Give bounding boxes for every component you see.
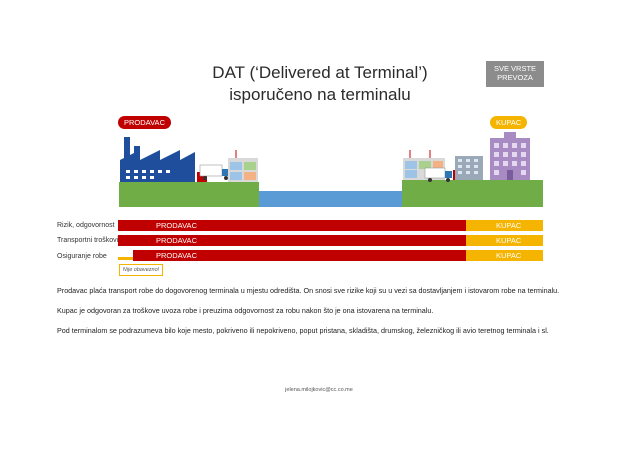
transport-buyer-bar: KUPAC [466,235,543,246]
insurance-note: Nije obavezno! [119,264,163,276]
footer-email: jelena.milojkovic@cc.co.me [285,387,353,393]
title-line-1: DAT (‘Delivered at Terminal’) [212,63,428,82]
badge-line-1: SVE VRSTE [493,64,537,73]
paragraph-terminal: Pod terminalom se podrazumeva bilo koje mesto, pokriveno ili nepokriveno, poput pristana, skladišta, drumskog, železničkog ili avio teretnog terminala i sl. [57,326,549,335]
row-label-transport: Transportni troškovi [57,237,119,244]
buyer-ground [402,180,543,207]
terminal-illustration [0,0,638,215]
row-label-insurance: Osiguranje robe [57,253,107,260]
seller-label: PRODAVAC [118,116,171,129]
office-building-icon [455,156,483,180]
paragraph-seller: Prodavac plaća transport robe do dogovorenog terminala u mjestu odredišta. On snosi sve rizike koji su u vezi sa dostavljanjem i istovarom robe na terminalu. [57,286,560,295]
factory-icon [120,137,195,182]
risk-seller-bar: PRODAVAC [118,220,466,231]
seller-ground [119,182,259,207]
row-label-risk: Rizik, odgovornost [57,222,115,229]
paragraph-buyer: Kupac je odgovoran za troškove uvoza robe i preuzima odgovornost za robu nakon što je ona istovarena na terminalu. [57,306,434,315]
insurance-buyer-bar: KUPAC [466,250,543,261]
buyer-label: KUPAC [490,116,527,129]
seller-terminal-icon [228,150,258,182]
buyer-building-icon [490,132,530,180]
insurance-optional-marker [118,257,133,260]
insurance-seller-bar: PRODAVAC [133,250,466,261]
water-channel [259,191,402,207]
seller-truck-icon [200,165,230,180]
badge-line-2: PREVOZA [497,73,533,82]
transport-seller-bar: PRODAVAC [118,235,466,246]
risk-buyer-bar: KUPAC [466,220,543,231]
title-line-2: isporučeno na terminalu [229,85,411,104]
